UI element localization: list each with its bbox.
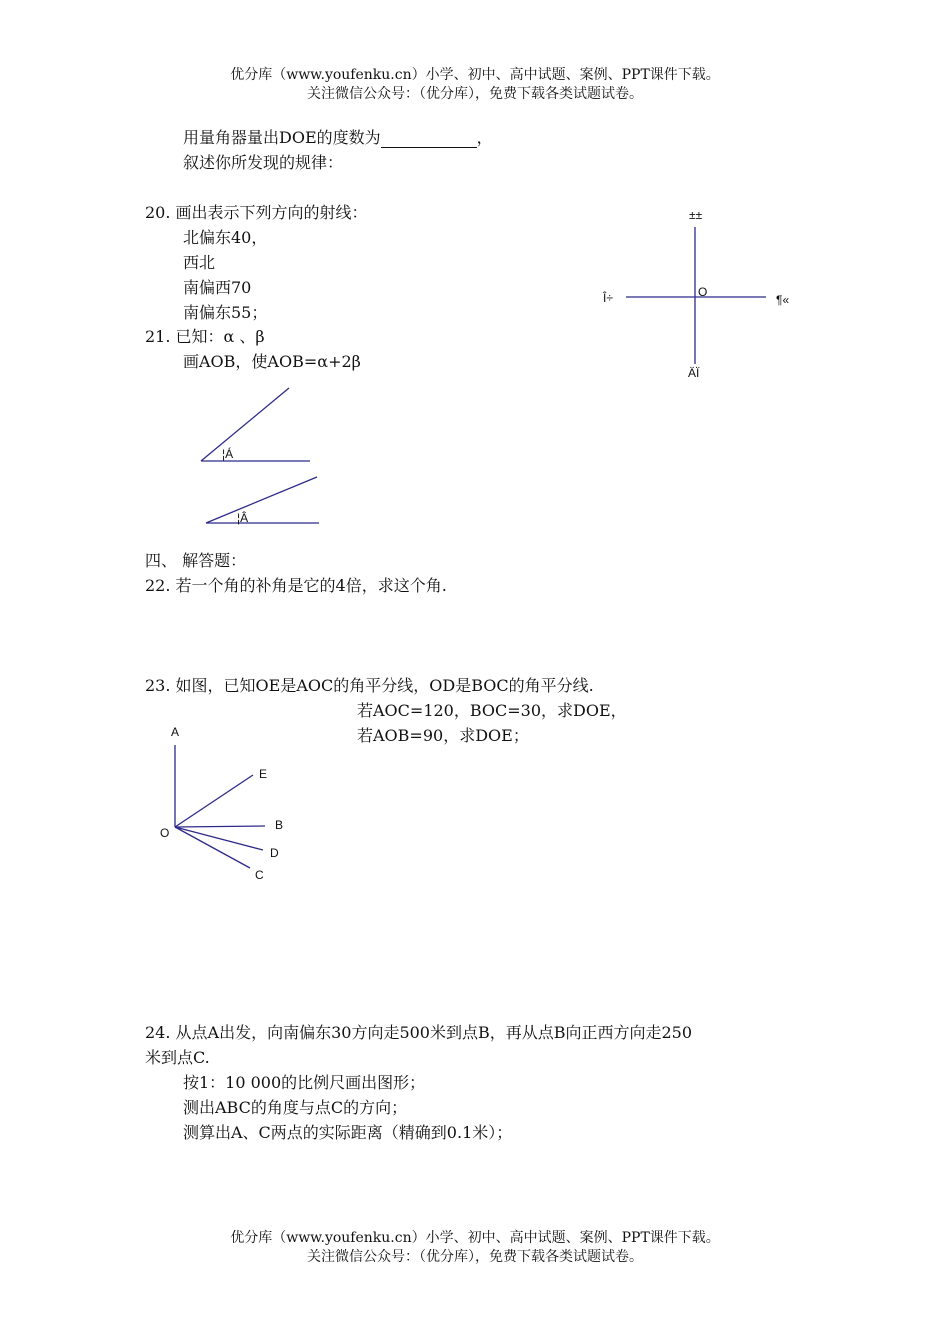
q24-line-2: 米到点C. — [145, 1048, 210, 1067]
q23-text: 23. 如图，已知OE是AOC的角平分线，OD是BOC的角平分线. — [145, 676, 594, 695]
alpha-label: ¦Á — [222, 447, 234, 461]
compass-east-label: ¶« — [776, 293, 790, 307]
q21-title: 21. 已知：α 、β — [145, 327, 265, 346]
q24-sub-3: 测算出A、C两点的实际距离（精确到0.1米）； — [183, 1123, 513, 1142]
q24-sub-2: 测出ABC的角度与点C的方向； — [183, 1098, 408, 1117]
point-a-label: A — [171, 725, 180, 739]
ray-od — [175, 827, 263, 850]
point-c-label: C — [255, 868, 264, 882]
q20-item-1: 北偏东40， — [183, 228, 268, 247]
q21-instruction: 画AOB，使AOB=α+2β — [183, 352, 361, 371]
compass-center-label: O — [698, 285, 708, 299]
point-b-label: B — [275, 818, 284, 832]
q22-text: 22. 若一个角的补角是它的4倍，求这个角. — [145, 576, 447, 595]
ray-oe — [175, 775, 253, 827]
q19-measure-end: ， — [476, 128, 493, 147]
q23-sub-1: 若AOC=120，BOC=30，求DOE， — [357, 701, 627, 720]
point-e-label: E — [259, 767, 268, 781]
beta-label: ¦Â — [237, 511, 249, 525]
ray-oc — [175, 827, 250, 868]
point-d-label: D — [270, 846, 279, 860]
q19-measure-text: 用量角器量出DOE的度数为 — [183, 128, 381, 147]
section-4-title: 四、 解答题： — [145, 551, 247, 570]
compass-west-label: Î÷ — [603, 291, 613, 305]
footer-line-1: 优分库（www.youfenku.cn）小学、初中、高中试题、案例、PPT课件下载。 — [230, 1230, 720, 1246]
q19-rule: 叙述你所发现的规律： — [183, 153, 344, 172]
q23-sub-2: 若AOB=90，求DOE； — [357, 726, 529, 745]
compass-north-label: ±± — [689, 208, 703, 222]
q24-sub-1: 按1：10 000的比例尺画出图形； — [183, 1073, 426, 1092]
compass-south-label: ÄÏ — [688, 366, 700, 380]
header-line-2: 关注微信公众号：（优分库），免费下载各类试题试卷。 — [307, 86, 643, 102]
ray-ob — [175, 826, 265, 827]
header-line-1: 优分库（www.youfenku.cn）小学、初中、高中试题、案例、PPT课件下载。 — [230, 67, 720, 83]
footer-line-2: 关注微信公众号：（优分库），免费下载各类试题试卷。 — [307, 1249, 643, 1265]
q20-title: 20. 画出表示下列方向的射线： — [145, 203, 368, 222]
q24-line-1: 24. 从点A出发，向南偏东30方向走500米到点B，再从点B向正西方向走250 — [145, 1023, 693, 1042]
q20-item-3: 南偏西70 — [183, 278, 252, 297]
point-o-label: O — [160, 826, 170, 840]
q20-item-4: 南偏东55； — [183, 303, 268, 322]
q20-item-2: 西北 — [183, 253, 216, 272]
